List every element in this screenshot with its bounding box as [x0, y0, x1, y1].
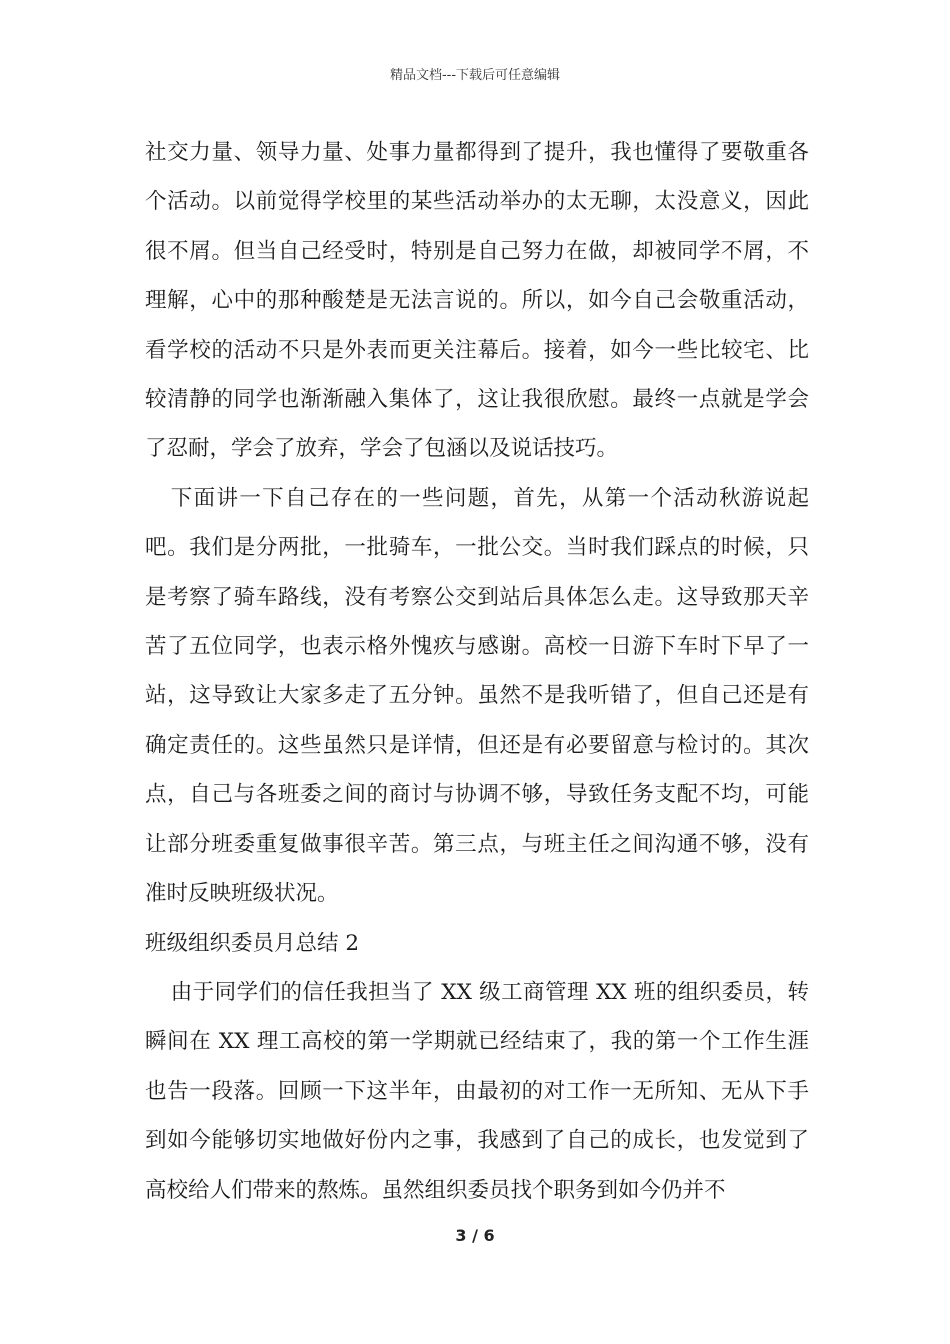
section-heading: 班级组织委员月总结 2 — [145, 930, 360, 956]
page-header: 精品文档---下载后可任意编辑 — [389, 68, 561, 83]
paragraph-3: 由于同学们的信任我担当了 XX 级工商管理 XX 班的组织委员，转瞬间在 XX 理工高校的第一学期就已经结束了，我的第一个工作生涯也告一段落。回顾一下这半年，由最初的对工作一无所知、无从下手到如今能够切实地做好份内之事，我感到了自己的成长，也发觉到了高校给人们带来的熬炼。虽然组织委员找个职务到如今仍并不 — [145, 979, 809, 1203]
page-number: 3 / 6 — [455, 1226, 495, 1245]
document-body — [145, 128, 809, 1215]
paragraph-2: 下面讲一下自己存在的一些问题，首先，从第一个活动秋游说起吧。我们是分两批，一批骑车，一批公交。当时我们踩点的时候，只是考察了骑车路线，没有考察公交到站后具体怎么走。这导致那天辛苦了五位同学，也表示格外愧疚与感谢。高校一日游下车时下早了一站，这导致让大家多走了五分钟。虽然不是我听错了，但自己还是有确定责任的。这些虽然只是详情，但还是有必要留意与检讨的。其次点，自己与各班委之间的商讨与协调不够，导致任务支配不均，可能让部分班委重复做事很辛苦。第三点，与班主任之间沟通不够，没有准时反映班级状况。 — [145, 485, 809, 907]
paragraph-1: 社交力量、领导力量、处事力量都得到了提升，我也懂得了要敬重各个活动。以前觉得学校里的某些活动举办的太无聊，太没意义，因此很不屑。但当自己经受时，特别是自己努力在做，却被同学不屑，不理解，心中的那种酸楚是无法言说的。所以，如今自己会敬重活动，看学校的活动不只是外表而更关注幕后。接着，如今一些比较宅、比较清静的同学也渐渐融入集体了，这让我很欣慰。最终一点就是学会了忍耐，学会了放弃，学会了包涵以及说话技巧。 — [145, 140, 809, 462]
